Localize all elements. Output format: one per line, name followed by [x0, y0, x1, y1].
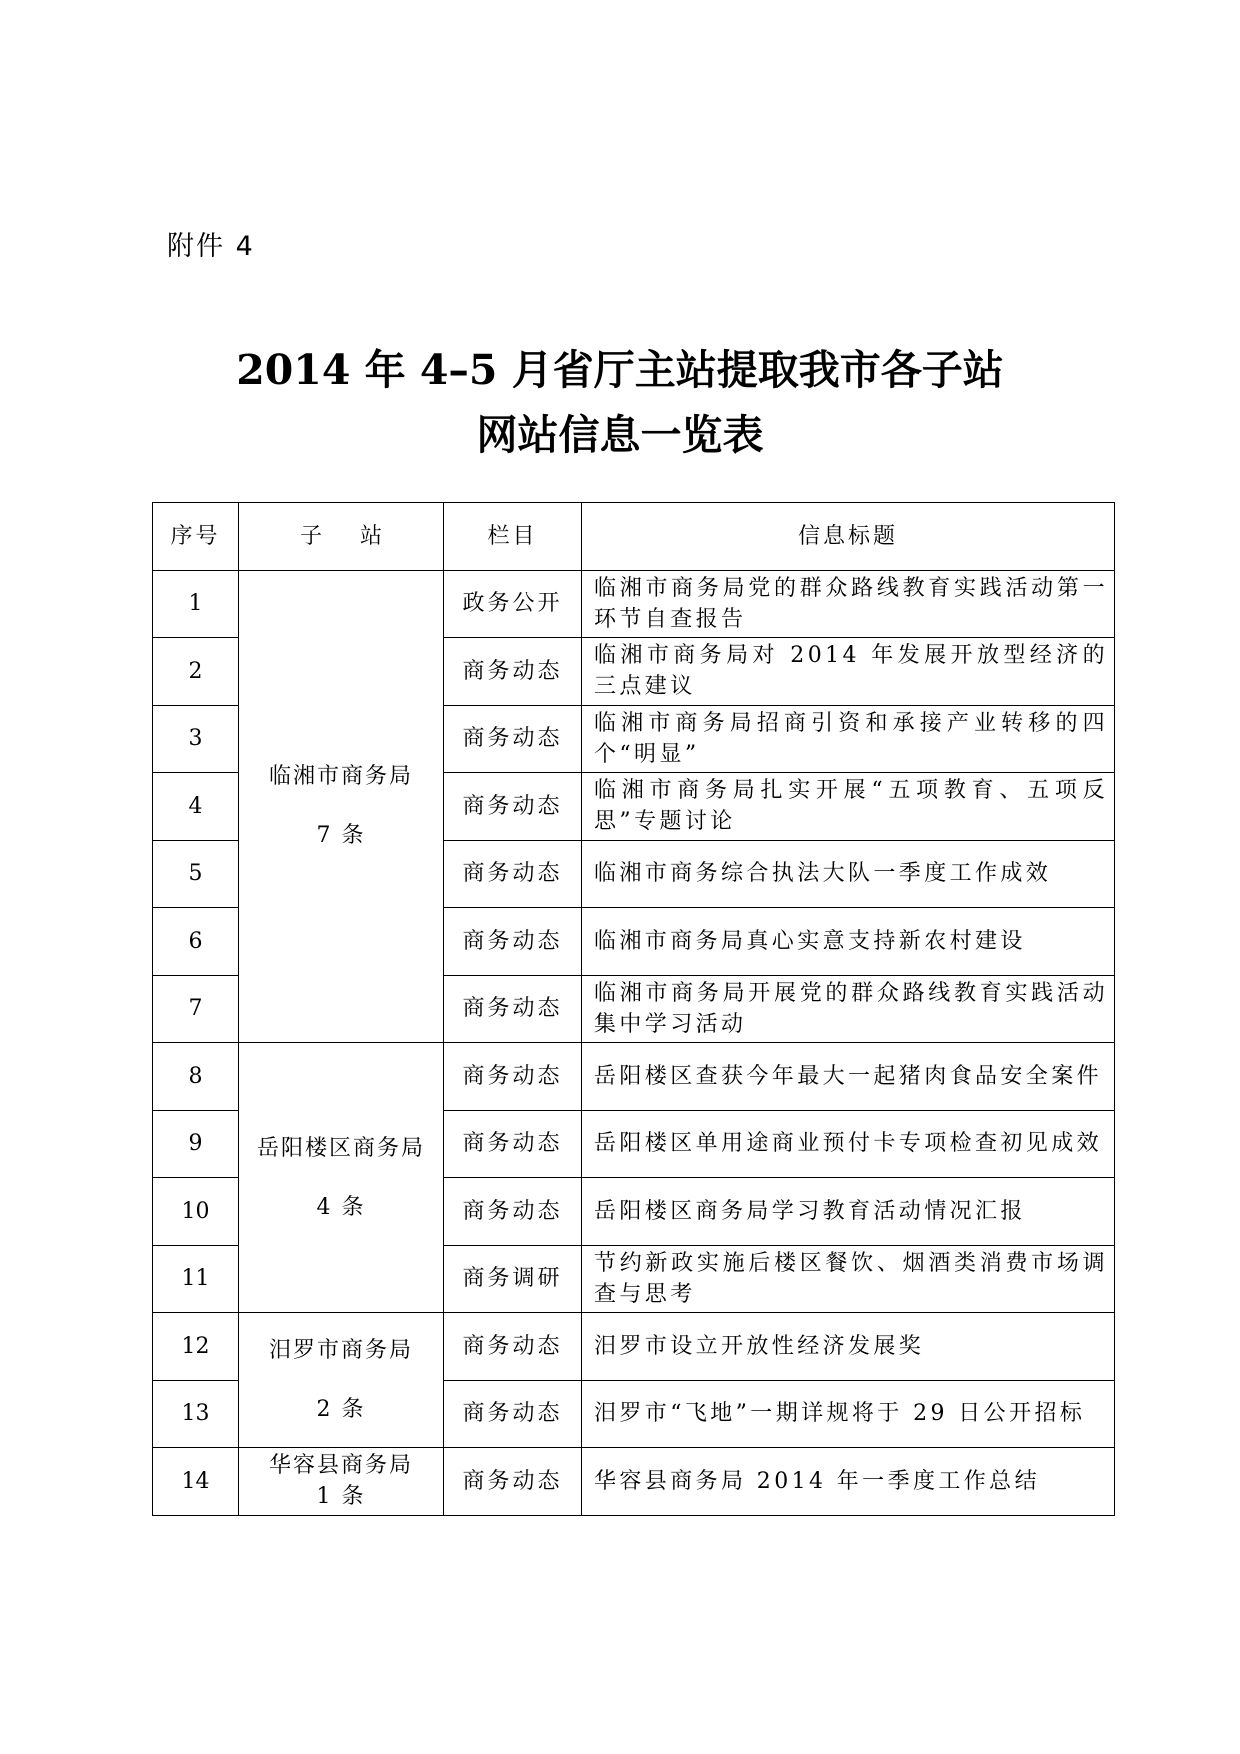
- header-no: 序号: [153, 503, 239, 571]
- row-column: 商务动态: [444, 705, 582, 773]
- row-column: 商务动态: [444, 773, 582, 841]
- row-number: 4: [153, 773, 239, 841]
- header-column: 栏目: [444, 503, 582, 571]
- site-group-cell: [239, 1448, 444, 1516]
- row-number: 8: [153, 1043, 239, 1111]
- row-column: 商务动态: [444, 975, 582, 1043]
- row-number: 2: [153, 638, 239, 706]
- row-number: 10: [153, 1178, 239, 1246]
- row-number: 14: [153, 1448, 239, 1516]
- info-table: [152, 502, 1115, 1516]
- row-number: 13: [153, 1380, 239, 1448]
- row-title: 汨罗市“飞地”一期详规将于 29 日公开招标: [582, 1380, 1115, 1448]
- row-title: 临湘市商务局扎实开展“五项教育、五项反思”专题讨论: [582, 773, 1115, 841]
- row-column: 商务动态: [444, 1380, 582, 1448]
- attachment-label: 附件 4: [167, 231, 255, 262]
- table-row: [153, 1313, 1115, 1381]
- row-title: 华容县商务局 2014 年一季度工作总结: [582, 1448, 1115, 1516]
- row-column: 商务动态: [444, 840, 582, 908]
- row-title: 临湘市商务局招商引资和承接产业转移的四个“明显”: [582, 705, 1115, 773]
- document-title-line2: 网站信息一览表: [476, 411, 764, 459]
- row-number: 1: [153, 570, 239, 638]
- site-name: 岳阳楼区商务局: [256, 1135, 425, 1161]
- row-number: 6: [153, 908, 239, 976]
- row-number: 3: [153, 705, 239, 773]
- row-column: 商务动态: [444, 638, 582, 706]
- site-count: 7 条: [316, 823, 366, 849]
- row-number: 7: [153, 975, 239, 1043]
- table-row: [153, 1448, 1115, 1516]
- table-row: [153, 570, 1115, 638]
- row-title: 临湘市商务综合执法大队一季度工作成效: [582, 840, 1115, 908]
- site-count: 2 条: [316, 1397, 366, 1422]
- site-group-cell: [239, 1313, 444, 1448]
- row-column: 商务动态: [444, 1178, 582, 1246]
- header-site: 子站: [239, 503, 444, 571]
- row-title: 临湘市商务局对 2014 年发展开放型经济的三点建议: [582, 638, 1115, 706]
- site-name: 华容县商务局: [268, 1453, 413, 1479]
- row-title: 节约新政实施后楼区餐饮、烟酒类消费市场调查与思考: [582, 1245, 1115, 1313]
- row-title: 汨罗市设立开放性经济发展奖: [582, 1313, 1115, 1381]
- site-group-cell: [239, 1043, 444, 1313]
- table-row: [153, 1043, 1115, 1111]
- row-column: 商务调研: [444, 1245, 582, 1313]
- site-group-cell: [239, 570, 444, 1043]
- document-title-line1: 2014 年 4–5 月省厅主站提取我市各子站: [236, 346, 1004, 394]
- row-title: 临湘市商务局开展党的群众路线教育实践活动集中学习活动: [582, 975, 1115, 1043]
- row-column: 商务动态: [444, 1043, 582, 1111]
- row-title: 临湘市商务局党的群众路线教育实践活动第一环节自查报告: [582, 570, 1115, 638]
- row-title: 岳阳楼区商务局学习教育活动情况汇报: [582, 1178, 1115, 1246]
- table-header-row: [153, 503, 1115, 571]
- row-column: 政务公开: [444, 570, 582, 638]
- row-number: 11: [153, 1245, 239, 1313]
- row-title: 岳阳楼区查获今年最大一起猪肉食品安全案件: [582, 1043, 1115, 1111]
- row-number: 12: [153, 1313, 239, 1381]
- site-count: 1 条: [316, 1484, 366, 1510]
- row-column: 商务动态: [444, 1313, 582, 1381]
- row-number: 9: [153, 1110, 239, 1178]
- site-name: 汨罗市商务局: [268, 1338, 413, 1363]
- row-title: 岳阳楼区单用途商业预付卡专项检查初见成效: [582, 1110, 1115, 1178]
- row-column: 商务动态: [444, 1110, 582, 1178]
- row-number: 5: [153, 840, 239, 908]
- row-column: 商务动态: [444, 908, 582, 976]
- row-title: 临湘市商务局真心实意支持新农村建设: [582, 908, 1115, 976]
- site-count: 4 条: [316, 1194, 366, 1220]
- header-title: 信息标题: [582, 503, 1115, 571]
- site-name: 临湘市商务局: [268, 764, 413, 790]
- row-column: 商务动态: [444, 1448, 582, 1516]
